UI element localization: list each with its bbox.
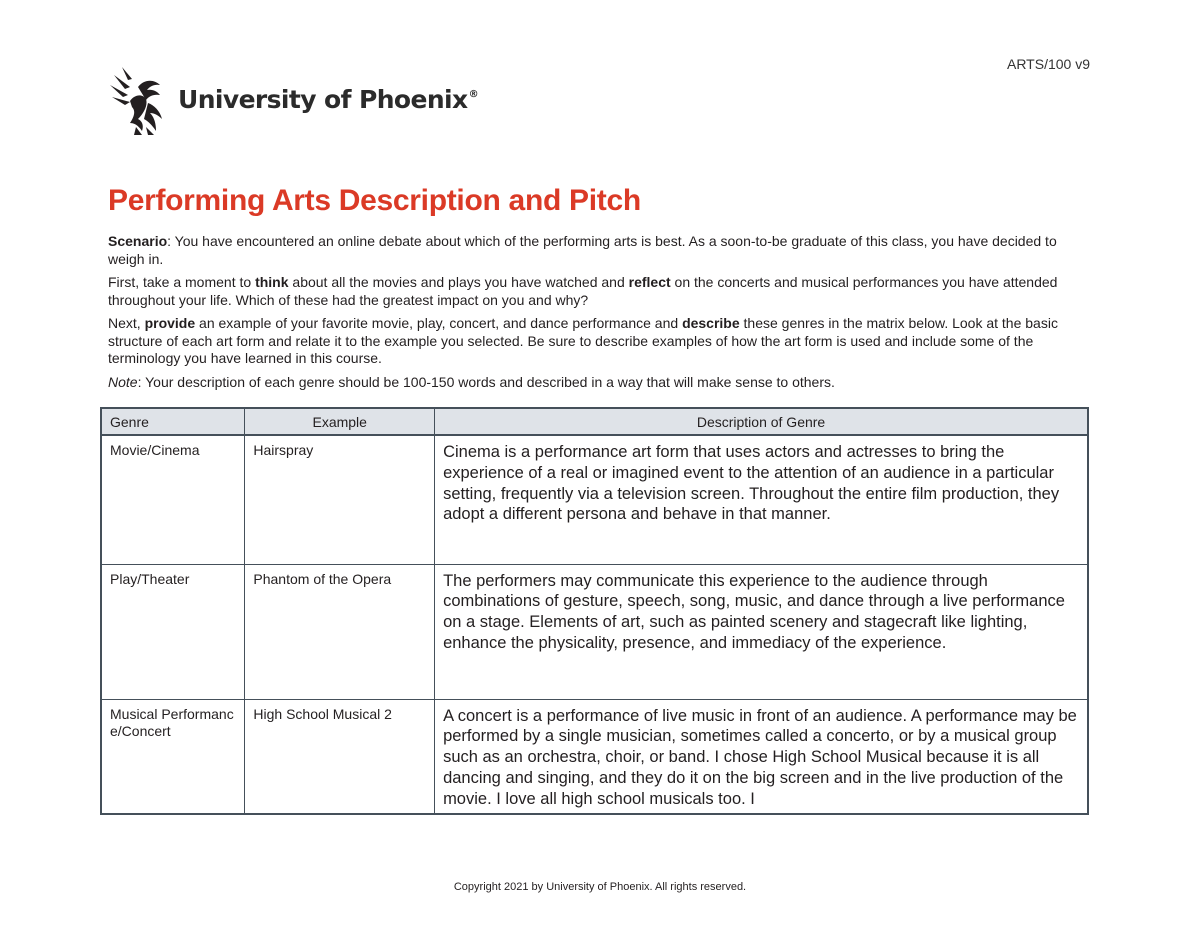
example-cell[interactable]: Phantom of the Opera — [245, 564, 435, 699]
page-title: Performing Arts Description and Pitch — [108, 184, 641, 217]
copyright-footer: Copyright 2021 by University of Phoenix. All rights reserved. — [453, 881, 747, 893]
phoenix-bird-icon — [108, 65, 172, 137]
description-cell[interactable]: Cinema is a performance art form that uses actors and actresses to bring the experience of a real or imagined event to the attention of an audience in a particular setting, frequently via a television screen. Throughout the entire film production, they adopt a different persona and behave in that manner. — [435, 435, 1088, 564]
genre-cell: Movie/Cinema — [101, 435, 245, 564]
example-cell[interactable]: High School Musical 2 — [245, 699, 435, 814]
instructions — [108, 233, 1083, 397]
course-code: ARTS/100 v9 — [1006, 56, 1090, 72]
description-cell[interactable]: The performers may communicate this experience to the audience through combinations of gesture, speech, song, music, and dance through a live performance on a stage. Elements of art, such as painted scenery and stagecraft like lighting, enhance the physicality, presence, and immediacy of the experience. — [435, 564, 1088, 699]
first-paragraph: First, take a moment to think about all the movies and plays you have watched and reflect on the concerts and musical performances you have attended throughout your life. Which of these had the greatest impact on you and why? — [108, 274, 1058, 308]
genre-cell: Musical Performance/Concert — [101, 699, 245, 814]
scenario-paragraph: Scenario: You have encountered an online debate about which of the performing arts is best. As a soon-to-be graduate of this class, you have decided to weigh in. — [108, 233, 1057, 267]
genre-matrix-table — [100, 407, 1089, 815]
genre-cell: Play/Theater — [101, 564, 245, 699]
table-row — [101, 699, 1088, 814]
note-paragraph: Note: Your description of each genre should be 100-150 words and described in a way that will make sense to others. — [108, 373, 835, 390]
description-header: Description of Genre — [435, 408, 1088, 435]
next-paragraph: Next, provide an example of your favorite movie, play, concert, and dance performance and describe these genres in the matrix below. Look at the basic structure of each art form and relate it to the example you selected. Be sure to describe examples of how the art form is used and include some of the terminology you have learned in this course. — [108, 315, 1058, 366]
genre-header: Genre — [101, 408, 245, 435]
university-logo — [108, 66, 478, 136]
table-row — [101, 564, 1088, 699]
logo-wordmark: University of Phoenix® — [178, 84, 478, 114]
table-row — [101, 435, 1088, 564]
table-header-row — [101, 408, 1088, 435]
example-cell[interactable]: Hairspray — [245, 435, 435, 564]
example-header: Example — [245, 408, 435, 435]
description-cell[interactable]: A concert is a performance of live music in front of an audience. A performance may be performed by a single musician, sometimes called a concerto, or by a musical group such as an orchestra, choir, or band. I chose High School Musical because it is all dancing and singing, and they do it on the big screen and in the live production of the movie. I love all high school musicals too. I — [435, 699, 1088, 814]
